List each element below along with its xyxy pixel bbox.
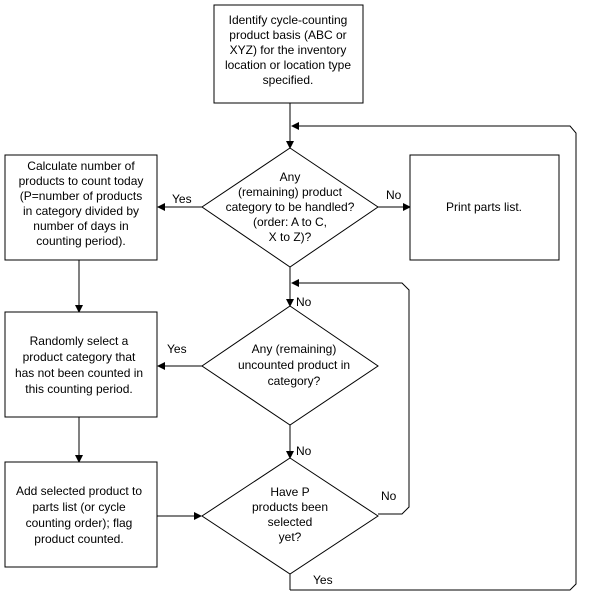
add-text-line: product counted. xyxy=(34,532,124,546)
label-category-no-down: No xyxy=(296,295,312,309)
calc-text-line: counting period). xyxy=(36,234,126,248)
decision-uncounted-text-line: uncounted product in xyxy=(237,358,351,372)
random-text-line: this counting period. xyxy=(25,382,133,396)
decision-uncounted-text-line: Any (remaining) xyxy=(251,342,337,356)
print-text xyxy=(446,200,522,214)
decision-category-text-line: Any xyxy=(279,170,301,184)
decision-p-text-line: selected xyxy=(267,515,313,529)
decision-category-text-line: X to Z)? xyxy=(268,230,312,244)
calc-text-line: Calculate number of xyxy=(27,159,135,173)
decision-p-text-line: products been xyxy=(251,500,329,514)
start-text-line: Identify cycle-counting xyxy=(228,13,348,27)
start-text-line: XYZ) for the inventory xyxy=(229,43,347,57)
random-text-line: has not been counted in xyxy=(14,366,144,380)
label-uncounted-no: No xyxy=(296,444,312,458)
label-category-yes: Yes xyxy=(172,192,192,206)
calc-text-line: in category divided by xyxy=(22,204,140,218)
calc-text-line: number of days in xyxy=(33,219,129,233)
decision-uncounted-text-line: category? xyxy=(267,374,321,388)
decision-category-text-line: (remaining) product xyxy=(237,185,343,199)
calc-text-line: products to count today xyxy=(18,174,144,188)
decision-category-text-line: category to be handled? xyxy=(225,200,355,214)
decision-p-text-line: Have P xyxy=(270,485,310,499)
label-p-yes: Yes xyxy=(313,573,333,587)
decision-category-text-line: (order: A to C, xyxy=(252,215,328,229)
label-category-no-right: No xyxy=(386,188,402,202)
random-text-line: Randomly select a xyxy=(29,334,129,348)
random-box xyxy=(5,312,157,417)
add-text-line: counting order); flag xyxy=(25,516,133,530)
calc-text xyxy=(19,159,144,248)
print-text-line: Print parts list. xyxy=(445,200,523,214)
calc-text-line: (P=number of products xyxy=(19,189,143,203)
start-text-line: product basis (ABC or xyxy=(229,28,347,42)
start-text-line: location or location type xyxy=(224,58,352,72)
label-uncounted-yes: Yes xyxy=(167,342,187,356)
label-p-no: No xyxy=(381,489,397,503)
random-text-line: product category that xyxy=(22,350,136,364)
add-box xyxy=(5,462,157,567)
add-text-line: Add selected product to xyxy=(15,484,143,498)
start-text-line: specified. xyxy=(262,73,314,87)
add-text-line: parts list (or cycle xyxy=(32,500,126,514)
decision-p-text-line: yet? xyxy=(278,530,302,544)
